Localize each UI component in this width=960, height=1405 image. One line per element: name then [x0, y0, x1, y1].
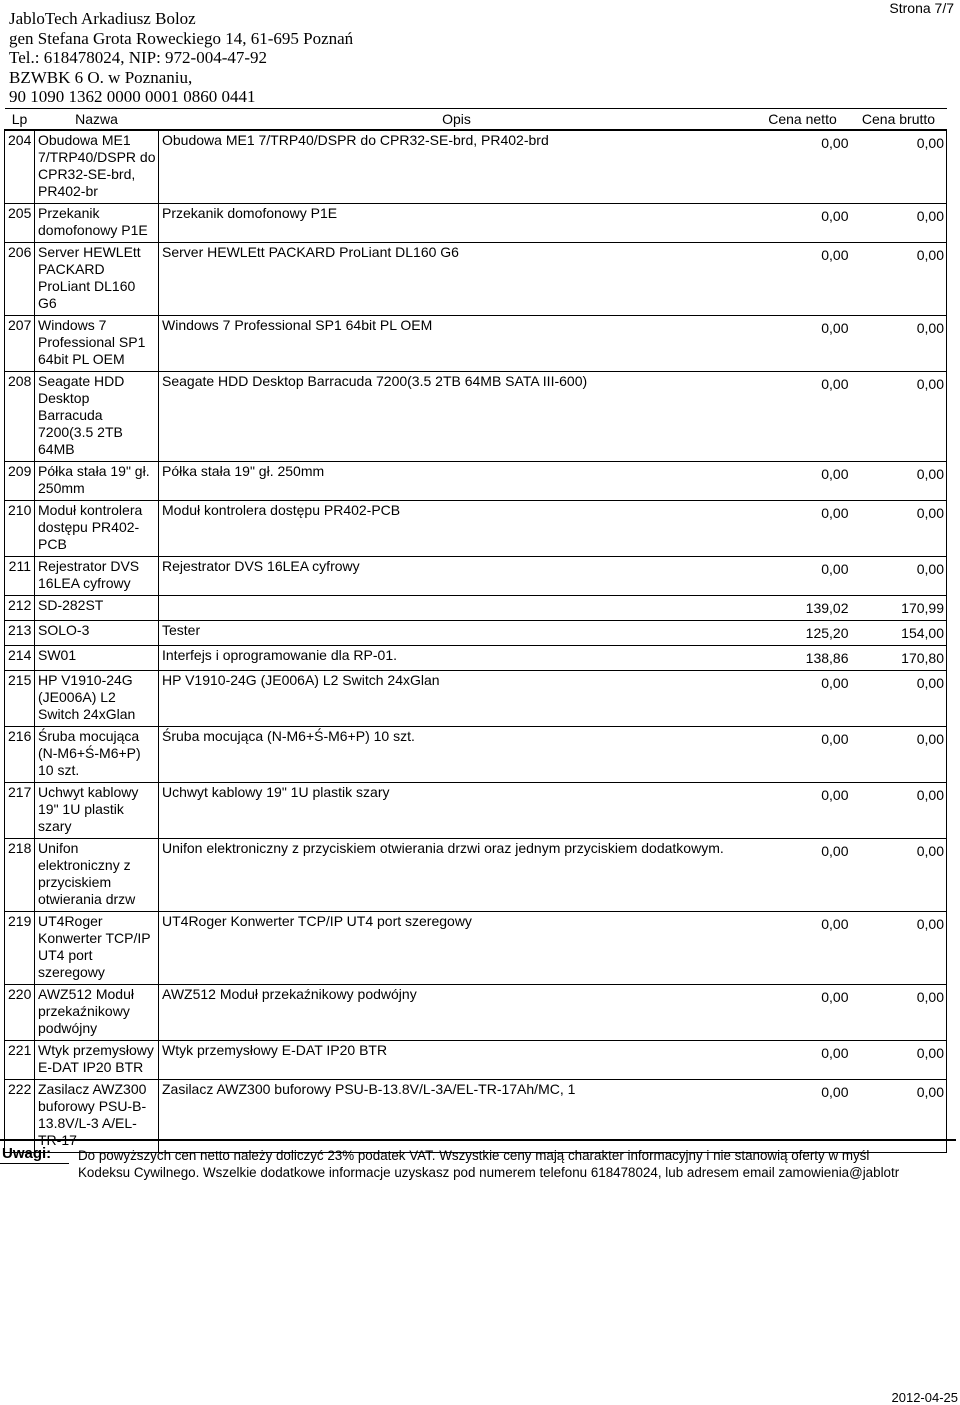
row-gross-price: 0,00	[851, 372, 947, 462]
row-name: Moduł kontrolera dostępu PR402-PCB	[35, 501, 159, 557]
row-net-price: 0,00	[755, 985, 851, 1041]
table-row	[5, 1080, 947, 1153]
table-row	[5, 462, 947, 501]
row-gross-price: 170,99	[851, 596, 947, 621]
row-name: SOLO-3	[35, 621, 159, 646]
row-lp: 208	[5, 372, 35, 462]
row-lp: 216	[5, 727, 35, 783]
row-desc: Półka stała 19" gł. 250mm	[159, 462, 755, 501]
row-net-price: 0,00	[755, 462, 851, 501]
row-desc: Interfejs i oprogramowanie dla RP-01.	[159, 646, 755, 671]
price-table	[4, 108, 947, 1153]
row-name: Zasilacz AWZ300 buforowy PSU-B-13.8V/L-3 A/EL-TR-17	[35, 1080, 159, 1153]
row-lp: 206	[5, 243, 35, 316]
row-name: Unifon elektroniczny z przyciskiem otwierania drzw	[35, 839, 159, 912]
row-desc: Rejestrator DVS 16LEA cyfrowy	[159, 557, 755, 596]
row-name: Server HEWLEtt PACKARD ProLiant DL160 G6	[35, 243, 159, 316]
row-gross-price: 0,00	[851, 912, 947, 985]
row-name: Półka stała 19" gł. 250mm	[35, 462, 159, 501]
row-net-price: 125,20	[755, 621, 851, 646]
row-lp: 221	[5, 1041, 35, 1080]
row-net-price: 0,00	[755, 501, 851, 557]
table-row	[5, 316, 947, 372]
row-desc: AWZ512 Moduł przekaźnikowy podwójny	[159, 985, 755, 1041]
company-address: gen Stefana Grota Roweckiego 14, 61-695 Poznań	[9, 28, 354, 48]
row-desc: Uchwyt kablowy 19" 1U plastik szary	[159, 783, 755, 839]
row-gross-price: 0,00	[851, 130, 947, 204]
table-row	[5, 985, 947, 1041]
row-gross-price: 0,00	[851, 985, 947, 1041]
row-name: Obudowa ME1 7/TRP40/DSPR do CPR32-SE-brd, PR402-br	[35, 130, 159, 204]
company-name: JabloTech Arkadiusz Boloz	[9, 9, 196, 28]
row-lp: 215	[5, 671, 35, 727]
row-net-price: 138,86	[755, 646, 851, 671]
row-name: SW01	[35, 646, 159, 671]
row-desc: Zasilacz AWZ300 buforowy PSU-B-13.8V/L-3A/EL-TR-17Ah/MC, 1	[159, 1080, 755, 1153]
company-contact: Tel.: 618478024, NIP: 972-004-47-92	[9, 48, 268, 68]
row-desc	[159, 596, 755, 621]
row-lp: 213	[5, 621, 35, 646]
table-row	[5, 1041, 947, 1080]
row-net-price: 0,00	[755, 912, 851, 985]
row-desc: Moduł kontrolera dostępu PR402-PCB	[159, 501, 755, 557]
row-net-price: 0,00	[755, 130, 851, 204]
row-gross-price: 0,00	[851, 462, 947, 501]
table-row	[5, 621, 947, 646]
row-lp: 219	[5, 912, 35, 985]
header-lp: Lp	[5, 109, 35, 131]
remarks-underline	[0, 1163, 69, 1164]
row-desc: Przekanik domofonowy P1E	[159, 204, 755, 243]
row-net-price: 0,00	[755, 557, 851, 596]
row-lp: 209	[5, 462, 35, 501]
print-date: 2012-04-25	[891, 1390, 958, 1405]
row-name: AWZ512 Moduł przekaźnikowy podwójny	[35, 985, 159, 1041]
row-gross-price: 0,00	[851, 316, 947, 372]
row-net-price: 0,00	[755, 316, 851, 372]
page-number: Strona 7/7	[889, 0, 954, 16]
company-bank: BZWBK 6 O. w Poznaniu,	[9, 67, 193, 87]
row-lp: 211	[5, 557, 35, 596]
row-desc: HP V1910-24G (JE006A) L2 Switch 24xGlan	[159, 671, 755, 727]
table-row	[5, 783, 947, 839]
remarks-line-1: Do powyższych cen netto należy doliczyć 23% podatek VAT. Wszystkie ceny mają charakter informacyjny i nie stanowią oferty w myśl	[78, 1148, 870, 1163]
row-desc: Seagate HDD Desktop Barracuda 7200(3.5 2TB 64MB SATA III-600)	[159, 372, 755, 462]
remarks-label: Uwagi:	[2, 1145, 52, 1162]
row-name: Przekanik domofonowy P1E	[35, 204, 159, 243]
row-name: SD-282ST	[35, 596, 159, 621]
header-net: Cena netto	[755, 109, 851, 131]
row-desc: Obudowa ME1 7/TRP40/DSPR do CPR32-SE-brd, PR402-brd	[159, 130, 755, 204]
row-name: Rejestrator DVS 16LEA cyfrowy	[35, 557, 159, 596]
row-gross-price: 0,00	[851, 501, 947, 557]
table-row	[5, 372, 947, 462]
row-desc: Unifon elektroniczny z przyciskiem otwierania drzwi oraz jednym przyciskiem dodatkowym.	[159, 839, 755, 912]
row-gross-price: 0,00	[851, 557, 947, 596]
table-header	[5, 109, 947, 131]
company-account: 90 1090 1362 0000 0001 0860 0441	[9, 87, 256, 107]
row-lp: 217	[5, 783, 35, 839]
row-desc: UT4Roger Konwerter TCP/IP UT4 port szeregowy	[159, 912, 755, 985]
row-lp: 205	[5, 204, 35, 243]
row-gross-price: 0,00	[851, 783, 947, 839]
row-lp: 204	[5, 130, 35, 204]
row-gross-price: 0,00	[851, 727, 947, 783]
row-lp: 220	[5, 985, 35, 1041]
row-net-price: 0,00	[755, 1080, 851, 1153]
row-desc: Windows 7 Professional SP1 64bit PL OEM	[159, 316, 755, 372]
row-gross-price: 0,00	[851, 1041, 947, 1080]
row-gross-price: 154,00	[851, 621, 947, 646]
row-net-price: 139,02	[755, 596, 851, 621]
row-lp: 214	[5, 646, 35, 671]
row-net-price: 0,00	[755, 1041, 851, 1080]
row-name: Seagate HDD Desktop Barracuda 7200(3.5 2TB 64MB	[35, 372, 159, 462]
header-name: Nazwa	[35, 109, 159, 131]
row-gross-price: 0,00	[851, 243, 947, 316]
row-name: Śruba mocująca (N-M6+Ś-M6+P) 10 szt.	[35, 727, 159, 783]
row-desc: Wtyk przemysłowy E-DAT IP20 BTR	[159, 1041, 755, 1080]
row-gross-price: 0,00	[851, 839, 947, 912]
row-lp: 207	[5, 316, 35, 372]
company-header	[9, 9, 353, 107]
row-gross-price: 170,80	[851, 646, 947, 671]
table-row	[5, 557, 947, 596]
row-lp: 212	[5, 596, 35, 621]
row-gross-price: 0,00	[851, 671, 947, 727]
remarks-section	[0, 1139, 956, 1180]
table-row	[5, 912, 947, 985]
row-net-price: 0,00	[755, 243, 851, 316]
remarks-line-2: Kodeksu Cywilnego. Wszelkie dodatkowe informacje uzyskasz pod numerem telefonu 618478024, lub adresem email zamowienia@jablotr	[78, 1165, 900, 1180]
row-net-price: 0,00	[755, 783, 851, 839]
header-desc: Opis	[159, 109, 755, 131]
row-lp: 210	[5, 501, 35, 557]
table-row	[5, 727, 947, 783]
table-row	[5, 501, 947, 557]
row-gross-price: 0,00	[851, 204, 947, 243]
header-gross: Cena brutto	[851, 109, 947, 131]
table-row	[5, 243, 947, 316]
row-net-price: 0,00	[755, 727, 851, 783]
remarks-text	[78, 1147, 950, 1181]
row-name: Uchwyt kablowy 19" 1U plastik szary	[35, 783, 159, 839]
row-desc: Śruba mocująca (N-M6+Ś-M6+P) 10 szt.	[159, 727, 755, 783]
table-row	[5, 130, 947, 204]
row-name: Windows 7 Professional SP1 64bit PL OEM	[35, 316, 159, 372]
row-desc: Server HEWLEtt PACKARD ProLiant DL160 G6	[159, 243, 755, 316]
row-net-price: 0,00	[755, 204, 851, 243]
row-net-price: 0,00	[755, 839, 851, 912]
row-net-price: 0,00	[755, 372, 851, 462]
row-desc: Tester	[159, 621, 755, 646]
table-row	[5, 839, 947, 912]
row-name: Wtyk przemysłowy E-DAT IP20 BTR	[35, 1041, 159, 1080]
row-lp: 218	[5, 839, 35, 912]
row-lp: 222	[5, 1080, 35, 1153]
row-name: UT4Roger Konwerter TCP/IP UT4 port szeregowy	[35, 912, 159, 985]
table-row	[5, 671, 947, 727]
row-name: HP V1910-24G (JE006A) L2 Switch 24xGlan	[35, 671, 159, 727]
table-body	[5, 130, 947, 1153]
table-row	[5, 596, 947, 621]
row-gross-price: 0,00	[851, 1080, 947, 1153]
table-row	[5, 646, 947, 671]
table-row	[5, 204, 947, 243]
row-net-price: 0,00	[755, 671, 851, 727]
